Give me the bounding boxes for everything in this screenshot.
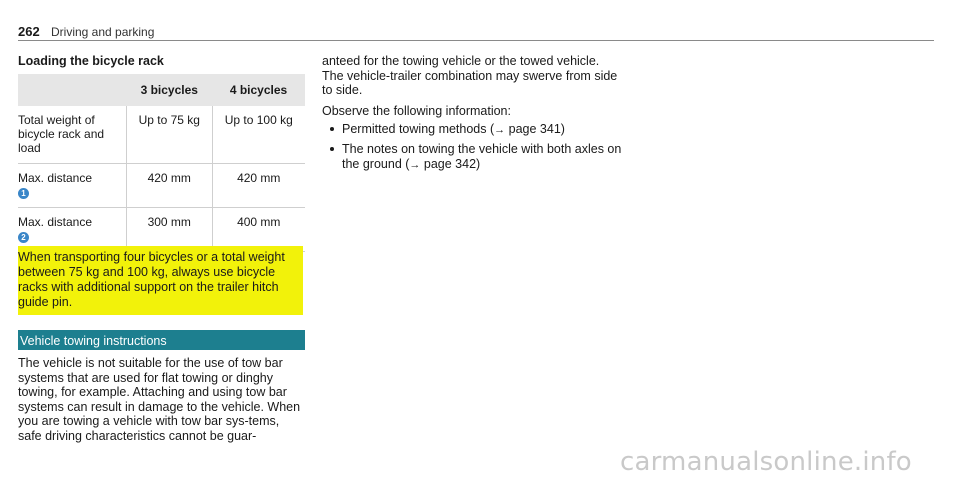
section-name: Driving and parking bbox=[51, 25, 155, 39]
table-row bbox=[18, 208, 305, 252]
row-label: Max. distance bbox=[18, 215, 93, 229]
table-header-4-bicycles: 4 bicycles bbox=[212, 74, 305, 106]
row-label-cell bbox=[18, 164, 127, 208]
row-label: Max. distance bbox=[18, 171, 93, 185]
info-list bbox=[322, 122, 622, 172]
bullet-icon bbox=[330, 147, 334, 151]
page-header bbox=[18, 24, 934, 41]
cell-value: 420 mm bbox=[212, 164, 305, 208]
bicycle-rack-table bbox=[18, 74, 305, 252]
towing-paragraph-left: The vehicle is not suitable for the use of tow bar systems that are used for flat towing or dinghy towing, for example. Attaching and using tow bar systems can result in damage to the vehicle. When you are towing a vehicle with tow bar sys-tems, safe driving characteristics cannot be guar- bbox=[18, 356, 301, 443]
list-item bbox=[322, 142, 622, 172]
marker-1-icon: 1 bbox=[18, 188, 29, 199]
cell-value: Up to 75 kg bbox=[127, 106, 213, 164]
table-row bbox=[18, 106, 305, 164]
list-item-text: Permitted towing methods ( bbox=[342, 122, 495, 137]
table-row bbox=[18, 164, 305, 208]
cell-value: 420 mm bbox=[127, 164, 213, 208]
towing-paragraph-right: anteed for the towing vehicle or the towed vehicle. The vehicle-trailer combination may swerve from side to side. bbox=[322, 54, 618, 98]
page-number: 262 bbox=[18, 24, 40, 39]
row-label-cell bbox=[18, 208, 127, 252]
arrow-right-icon: → bbox=[409, 158, 421, 171]
bullet-icon bbox=[330, 127, 334, 131]
section-heading: Vehicle towing instructions bbox=[20, 334, 167, 348]
row-label: Total weight of bicycle rack and load bbox=[18, 106, 127, 164]
arrow-right-icon: → bbox=[494, 124, 506, 137]
table-title: Loading the bicycle rack bbox=[18, 54, 164, 68]
table-header-row bbox=[18, 74, 305, 106]
table-header-empty bbox=[18, 74, 127, 106]
page-reference-link[interactable]: page 341) bbox=[508, 122, 565, 137]
section-heading-bar bbox=[18, 330, 305, 350]
cell-value: 300 mm bbox=[127, 208, 213, 252]
cell-value: Up to 100 kg bbox=[212, 106, 305, 164]
table-header-3-bicycles: 3 bicycles bbox=[127, 74, 213, 106]
observe-text: Observe the following information: bbox=[322, 103, 511, 118]
watermark: carmanualsonline.info bbox=[620, 447, 912, 477]
list-item bbox=[322, 122, 622, 138]
list-item-text: The notes on towing the vehicle with both axles on the ground ( bbox=[342, 141, 622, 171]
warning-highlight: When transporting four bicycles or a total weight between 75 kg and 100 kg, always use bicycle racks with additional support on the trailer hitch guide pin. bbox=[18, 246, 303, 315]
left-column bbox=[18, 54, 305, 252]
right-column bbox=[322, 54, 622, 176]
page-reference-link[interactable]: page 342) bbox=[423, 156, 481, 171]
marker-2-icon: 2 bbox=[18, 232, 29, 243]
cell-value: 400 mm bbox=[212, 208, 305, 252]
